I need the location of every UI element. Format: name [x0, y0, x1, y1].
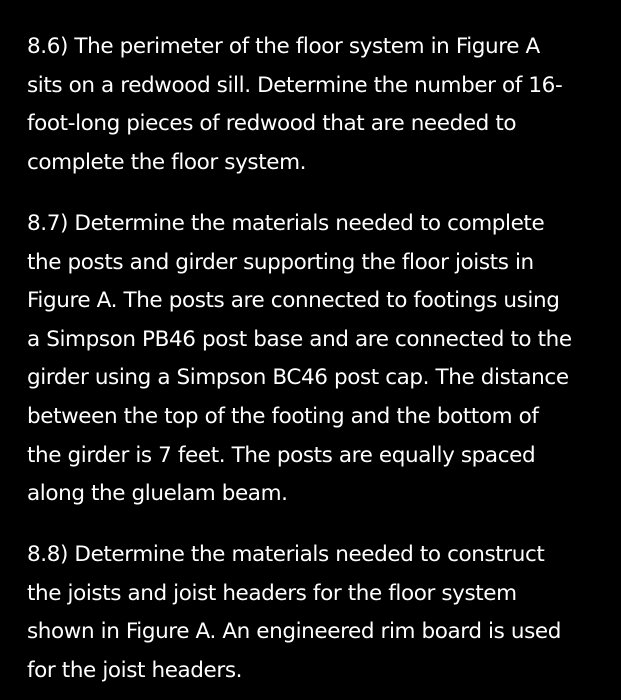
- problem-line: girder using a Simpson BC46 post cap. The distance: [27, 365, 569, 391]
- problem-line: Figure A. The posts are connected to footings using: [27, 288, 560, 314]
- problem-line: 8.7) Determine the materials needed to complete: [27, 211, 545, 236]
- problem-line: for the joist headers.: [27, 657, 243, 683]
- problem-line: between the top of the footing and the bottom of: [27, 403, 539, 429]
- problem-8-6: [27, 28, 562, 182]
- problem-line: shown in Figure A. An engineered rim board is used: [27, 619, 561, 645]
- problem-line: a Simpson PB46 post base and are connected to the: [27, 326, 572, 352]
- problem-8-7: [27, 205, 572, 514]
- problem-line: 8.8) Determine the materials needed to construct: [27, 542, 545, 567]
- problem-line: along the gluelam beam.: [27, 481, 288, 507]
- problem-line: 8.6) The perimeter of the floor system in Figure A: [27, 34, 540, 59]
- problem-8-8: [27, 536, 561, 690]
- problem-line: the joists and joist headers for the floor system: [27, 580, 517, 606]
- problem-line: complete the floor system.: [27, 149, 307, 175]
- problem-line: the posts and girder supporting the floor joists in: [27, 249, 534, 275]
- problem-line: sits on a redwood sill. Determine the number of 16-: [27, 72, 563, 98]
- problem-line: foot-long pieces of redwood that are needed to: [27, 111, 517, 137]
- problem-line: the girder is 7 feet. The posts are equally spaced: [27, 442, 536, 468]
